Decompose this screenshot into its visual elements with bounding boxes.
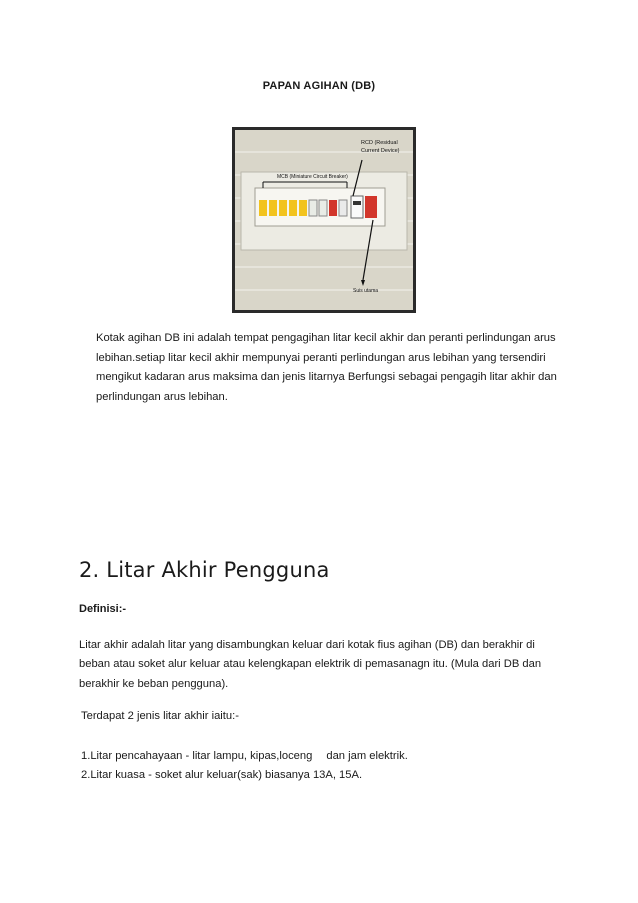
mcb-label: MCB (Miniature Circuit Breaker) — [277, 174, 348, 180]
list-item-text: 2.Litar kuasa - soket alur keluar(sak) biasanya 13A, 15A. — [81, 769, 363, 781]
list-item-text-cont: dan jam elektrik. — [326, 750, 408, 762]
list-item — [81, 747, 408, 766]
definition-paragraph: Litar akhir adalah litar yang disambungkan keluar dari kotak fius agihan (DB) dan berakhir di beban atau soket alur keluar atau kelengkapan elektrik di pemasanagn itu. (Mula dari DB dan berakhir ke beban pengguna). — [79, 639, 542, 690]
intro-paragraph: Kotak agihan DB ini adalah tempat pengagihan litar kecil akhir dan peranti perlindungan arus lebihan.setiap litar kecil akhir mempunyai peranti perlindungan arus lebihan yang tersendiri mengikut kadaran arus maksima dan jenis litarnya Berfungsi sebagai pengagih litar akhir dan perlindungan arus lebihan. — [96, 332, 557, 403]
types-intro: Terdapat 2 jenis litar akhir iaitu:- — [81, 710, 239, 722]
section-heading: 2. Litar Akhir Pengguna — [79, 558, 330, 582]
definition-label: Definisi:- — [79, 603, 127, 615]
page-title: PAPAN AGIHAN (DB) — [262, 80, 376, 92]
distribution-board-photo — [232, 127, 416, 313]
rcd-label: RCD (Residual — [361, 140, 398, 146]
rcd-label-2: Current Device) — [361, 148, 400, 154]
list-item — [81, 766, 408, 785]
list-item-text: 1.Litar pencahayaan - litar lampu, kipas,loceng — [81, 750, 313, 762]
distribution-board-illustration — [235, 130, 413, 310]
types-list — [81, 747, 408, 785]
main-switch-label: Suis utama — [353, 288, 379, 294]
